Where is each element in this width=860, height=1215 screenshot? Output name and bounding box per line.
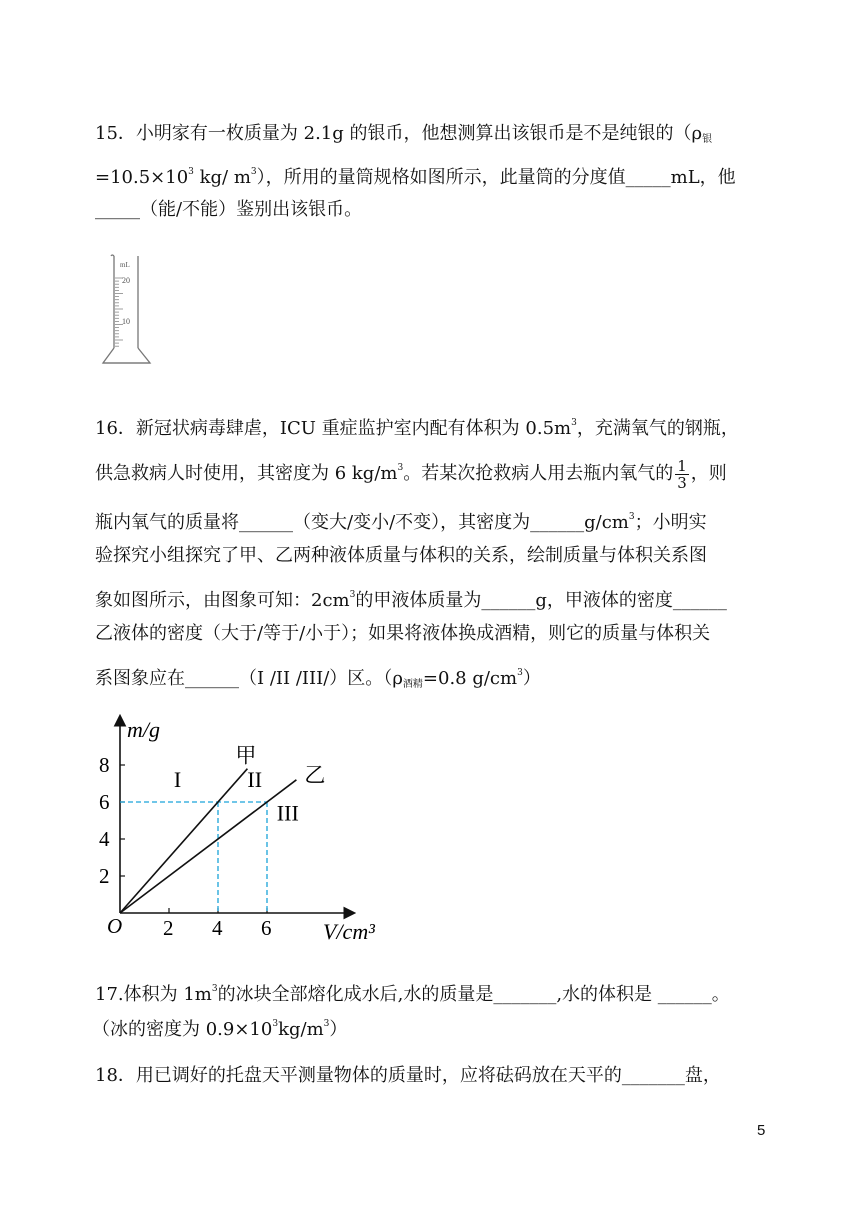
- series-label: 乙: [304, 762, 326, 787]
- region-label: I: [173, 767, 182, 793]
- rho-subscript: 银: [702, 134, 713, 145]
- q17-text-1a: 17.体积为 1m: [95, 984, 212, 1005]
- fraction-one-third: [675, 458, 689, 491]
- q16-text-1b: ，充满氧气的钢瓶，: [576, 418, 739, 439]
- q17-line-1: [95, 977, 730, 1007]
- q18-line-1: [95, 1064, 721, 1088]
- exponent: 3: [517, 668, 523, 678]
- q16-line-2: [95, 456, 727, 491]
- rho-symbol: ρ: [691, 123, 703, 144]
- q17-text-2a: （冰的密度为 0.9×10: [92, 1019, 273, 1040]
- q17-text-2b: kg/m: [278, 1019, 324, 1040]
- q16-text-2a: 供急救病人时使用，其密度为 6 kg/m: [95, 463, 398, 484]
- q16-line-3: [95, 505, 707, 535]
- q17-text-1b: 的冰块全部熔化成水后,水的质量是_______,水的体积是 ______。: [217, 984, 730, 1005]
- q16-line-5: [95, 583, 727, 613]
- exponent: 3: [571, 418, 577, 428]
- q16-text-7b: =0.8 g/cm: [422, 668, 518, 689]
- q16-line-1: [95, 411, 739, 441]
- y-axis-label: m/g: [127, 717, 160, 742]
- cylinder-label-10: 10: [122, 317, 130, 326]
- x-axis-label: V/cm³: [323, 919, 375, 944]
- mass-volume-chart: [95, 705, 395, 950]
- region-label: III: [276, 800, 299, 826]
- q16-text-3a: 瓶内氧气的质量将______（变大/变小/不变），其密度为______g/cm: [95, 512, 629, 533]
- rho-symbol: ρ: [392, 668, 403, 689]
- cylinder-unit-label: mL: [120, 261, 130, 269]
- q15-line-1: [95, 122, 712, 152]
- region-label: II: [247, 767, 263, 793]
- q16-text-7a: 系图象应在______（I /II /III/）区。（: [95, 668, 393, 689]
- exponent: 3: [628, 512, 635, 522]
- rho-subscript: 酒精: [402, 679, 423, 690]
- y-tick-label: 6: [99, 790, 110, 814]
- x-tick-label: 6: [261, 916, 272, 940]
- x-tick-label: 2: [163, 916, 174, 940]
- q16-line-4: [95, 544, 707, 568]
- fraction-numerator: 1: [677, 456, 687, 475]
- q15-line-2: [95, 160, 736, 190]
- page-number: 5: [757, 1122, 766, 1139]
- q15-text-3: _____（能/不能）鉴别出该银币。: [95, 199, 363, 220]
- q16-line-7: [95, 661, 541, 697]
- q16-text-5a: 象如图所示，由图象可知：2cm: [95, 590, 350, 611]
- q18-text-1: 18．用已调好的托盘天平测量物体的质量时，应将砝码放在天平的_______盘，: [95, 1065, 721, 1086]
- q17-line-2: [92, 1012, 347, 1042]
- series-label: 甲: [235, 743, 257, 768]
- q16-text-2c: ，则: [690, 463, 727, 484]
- exponent: 3: [323, 1019, 330, 1029]
- q16-text-7c: ）: [522, 668, 541, 689]
- y-tick-label: 8: [99, 753, 110, 777]
- y-tick-label: 2: [99, 864, 110, 888]
- q16-text-4: 验探究小组探究了甲、乙两种液体质量与体积的关系，绘制质量与体积关系图: [95, 545, 707, 566]
- q16-text-2b: 。若某次抢救病人用去瓶内氧气的: [403, 463, 674, 484]
- q15-line-3: [95, 198, 362, 222]
- exponent: 3: [250, 167, 257, 177]
- q16-line-6: [95, 622, 710, 646]
- exponent: 3: [211, 984, 218, 994]
- origin-label: O: [107, 914, 123, 938]
- series-line-yi: [120, 780, 296, 913]
- exponent: 3: [349, 590, 356, 600]
- cylinder-label-20: 20: [122, 276, 130, 285]
- q15-text-1: 15．小明家有一枚质量为 2.1g 的银币，他想测算出该银币是不是纯银的（: [95, 123, 692, 144]
- q17-text-2c: ）: [329, 1019, 348, 1040]
- x-tick-label: 4: [212, 916, 223, 940]
- series-line-jia: [120, 769, 247, 913]
- q15-text-2c: ），所用的量筒规格如图所示，此量筒的分度值_____mL，他: [256, 167, 736, 188]
- q16-text-3b: ；小明实: [634, 512, 707, 533]
- exponent: 3: [272, 1019, 279, 1029]
- y-tick-label: 4: [99, 827, 110, 851]
- exponent: 3: [397, 463, 404, 473]
- q15-text-2a: =10.5×10: [95, 167, 189, 188]
- q16-text-5b: 的甲液体质量为______g，甲液体的密度______: [355, 590, 727, 611]
- q15-text-2b: kg/ m: [193, 167, 251, 188]
- graduated-cylinder-figure: [100, 250, 162, 372]
- fraction-denominator: 3: [677, 473, 687, 492]
- exponent: 3: [188, 167, 194, 177]
- q16-text-1a: 16．新冠状病毒肆虐，ICU 重症监护室内配有体积为 0.5m: [95, 418, 572, 439]
- q16-text-6: 乙液体的密度（大于/等于/小于）；如果将液体换成酒精，则它的质量与体积关: [95, 623, 711, 644]
